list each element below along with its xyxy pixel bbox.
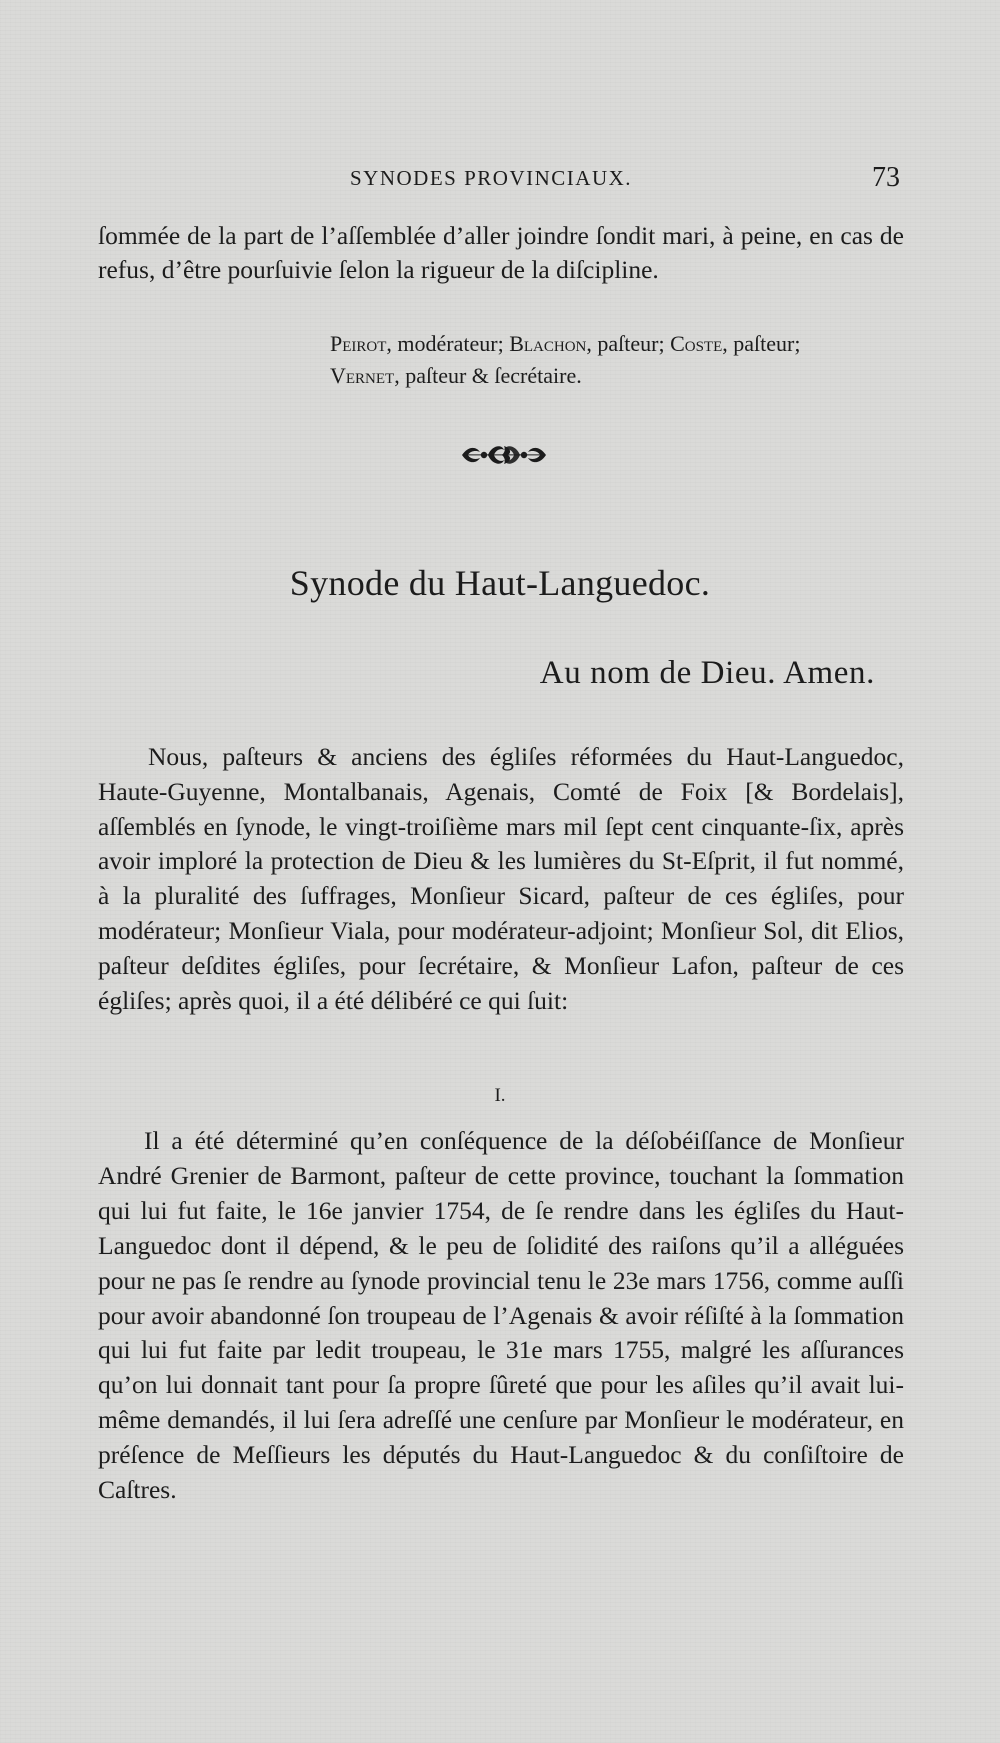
signatory-role: , paſteur; <box>722 331 801 356</box>
fleuron-ornament-icon <box>458 440 550 470</box>
signatory-role: , modérateur; <box>386 331 510 356</box>
signatory-role: , paſteur; <box>586 331 671 356</box>
signature-line-1 <box>330 328 910 360</box>
signatory-name: Vernet <box>330 363 395 388</box>
invocation: Au nom de Dieu. Amen. <box>539 655 875 691</box>
signatory-role: , paſteur & ſecrétaire. <box>394 363 582 388</box>
signatory-name: Coste <box>670 331 723 356</box>
signatory-name: Blachon <box>509 331 587 356</box>
paragraph-preamble: Nous, paſteurs & anciens des égliſes réformées du Haut-Languedoc, Haute-Guyenne, Montalbanais, Agenais, Comté de Foix [& Bordelais], aſſemblés en ſynode, le vingt-troiſième mars mil ſept cent cinquante-ſix, après avoir imploré la protection de Dieu & les lumières du St-Eſprit, il fut nommé, à la pluralité des ſuffrages, Monſieur Sicard, paſteur de ces égliſes, pour modérateur; Monſieur Viala, pour modérateur-adjoint; Monſieur Sol, dit Elios, paſteur deſdites égliſes, pour ſecrétaire, & Monſieur Lafon, paſteur de ces égliſes; après quoi, il a été délibéré ce qui ſuit: <box>98 742 904 1015</box>
signature-line-2 <box>330 360 910 392</box>
paragraph-continuation: ſommée de la part de l’aſſemblée d’aller joindre ſondit mari, à peine, en cas de refus, d’être pourſuivie ſelon la rigueur de la diſcipline. <box>98 221 904 284</box>
signature-block <box>330 328 910 392</box>
page-number: 73 <box>872 162 900 193</box>
signatory-name: Peirot <box>330 331 387 356</box>
paragraph-article-1: Il a été déterminé qu’en conſéquence de la déſobéiſſance de Monſieur André Grenier de Barmont, paſteur de cette province, touchant la ſommation qui lui fut faite, le 16e janvier 1754, de ſe rendre dans les égliſes du Haut-Languedoc dont il dépend, & le peu de ſolidité des raiſons qu’il a alléguées pour ne pas ſe rendre au ſynode provincial tenu le 23e mars 1756, comme auſſi pour avoir abandonné ſon troupeau de l’Agenais & avoir réſiſté à la ſommation qui lui fut faite par ledit troupeau, le 31e mars 1755, malgré les aſſurances qu’on lui donnait tant pour ſa propre ſûreté que pour les aſiles qu’il avait lui-même demandés, il lui ſera adreſſé une cenſure par Monſieur le modérateur, en préſence de Meſſieurs les députés du Haut-Languedoc & du conſiſtoire de Caſtres. <box>98 1126 904 1505</box>
article-number: I. <box>494 1085 506 1106</box>
page-header <box>100 160 900 200</box>
running-head: SYNODES PROVINCIAUX. <box>350 166 633 190</box>
section-title: Synode du Haut-Languedoc. <box>289 563 711 603</box>
